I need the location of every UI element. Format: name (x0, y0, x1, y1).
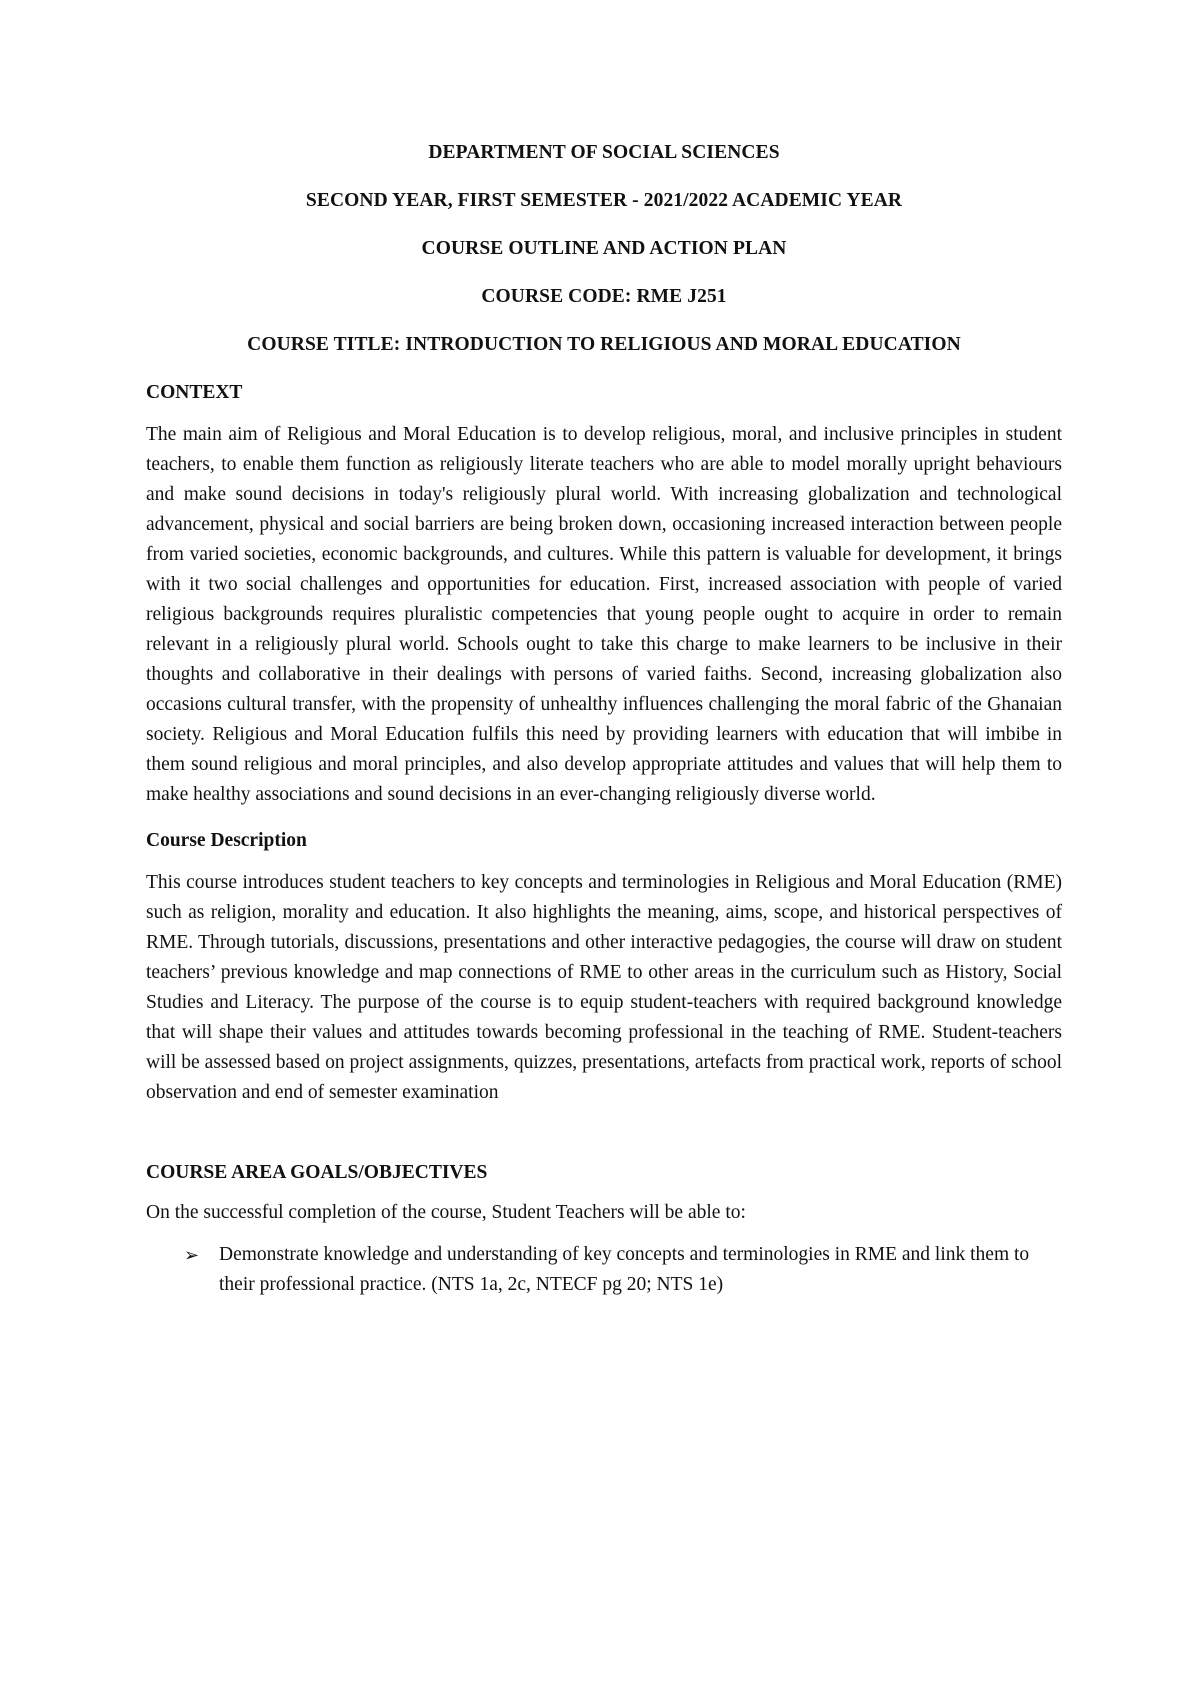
list-item (146, 1240, 1062, 1300)
goals-list (146, 1240, 1062, 1300)
context-heading: CONTEXT (146, 382, 243, 403)
course-title-heading: COURSE TITLE: INTRODUCTION TO RELIGIOUS AND MORAL EDUCATION (247, 334, 961, 355)
goals-heading: COURSE AREA GOALS/OBJECTIVES (146, 1162, 488, 1183)
goal-text: Demonstrate knowledge and understanding of key concepts and terminologies in RME and link them to their professional practice. (NTS 1a, 2c, NTECF pg 20; NTS 1e) (219, 1244, 1030, 1295)
department-heading: DEPARTMENT OF SOCIAL SCIENCES (428, 142, 780, 163)
course-description-paragraph: This course introduces student teachers to key concepts and terminologies in Religious and Moral Education (RME) such as religion, morality and education. It also highlights the meaning, aims, scope, and historical perspectives of RME. Through tutorials, discussions, presentations and other interactive pedagogies, the course will draw on student teachers’ previous knowledge and map connections of RME to other areas in the curriculum such as History, Social Studies and Literacy. The purpose of the course is to equip student-teachers with required background knowledge that will shape their values and attitudes towards becoming professional in the teaching of RME. Student-teachers will be assessed based on project assignments, quizzes, presentations, artefacts from practical work, reports of school observation and end of semester examination (146, 872, 1062, 1103)
context-paragraph: The main aim of Religious and Moral Education is to develop religious, moral, and inclusive principles in student teachers, to enable them function as religiously literate teachers who are able to model morally upright behaviours and make sound decisions in today's religiously plural world. With increasing globalization and technological advancement, physical and social barriers are being broken down, occasioning increased interaction between people from varied societies, economic backgrounds, and cultures. While this pattern is valuable for development, it brings with it two social challenges and opportunities for education. First, increased association with people of varied religious backgrounds requires pluralistic competencies that young people ought to acquire in order to remain relevant in a religiously plural world. Schools ought to take this charge to make learners to be inclusive in their thoughts and collaborative in their dealings with persons of varied faiths. Second, increasing globalization also occasions cultural transfer, with the propensity of unhealthy influences challenging the moral fabric of the Ghanaian society. Religious and Moral Education fulfils this need by providing learners with education that will imbibe in them sound religious and moral principles, and also develop appropriate attitudes and values that will help them to make healthy associations and sound decisions in an ever-changing religiously diverse world. (146, 424, 1062, 805)
outline-heading: COURSE OUTLINE AND ACTION PLAN (421, 238, 787, 259)
goals-intro: On the successful completion of the course, Student Teachers will be able to: (146, 1202, 746, 1223)
course-description-heading: Course Description (146, 830, 307, 851)
arrowhead-bullet-icon: ➢ (184, 1245, 200, 1265)
semester-heading: SECOND YEAR, FIRST SEMESTER - 2021/2022 ACADEMIC YEAR (305, 190, 903, 211)
document-page (146, 140, 1062, 1300)
course-code-heading: COURSE CODE: RME J251 (481, 286, 727, 307)
